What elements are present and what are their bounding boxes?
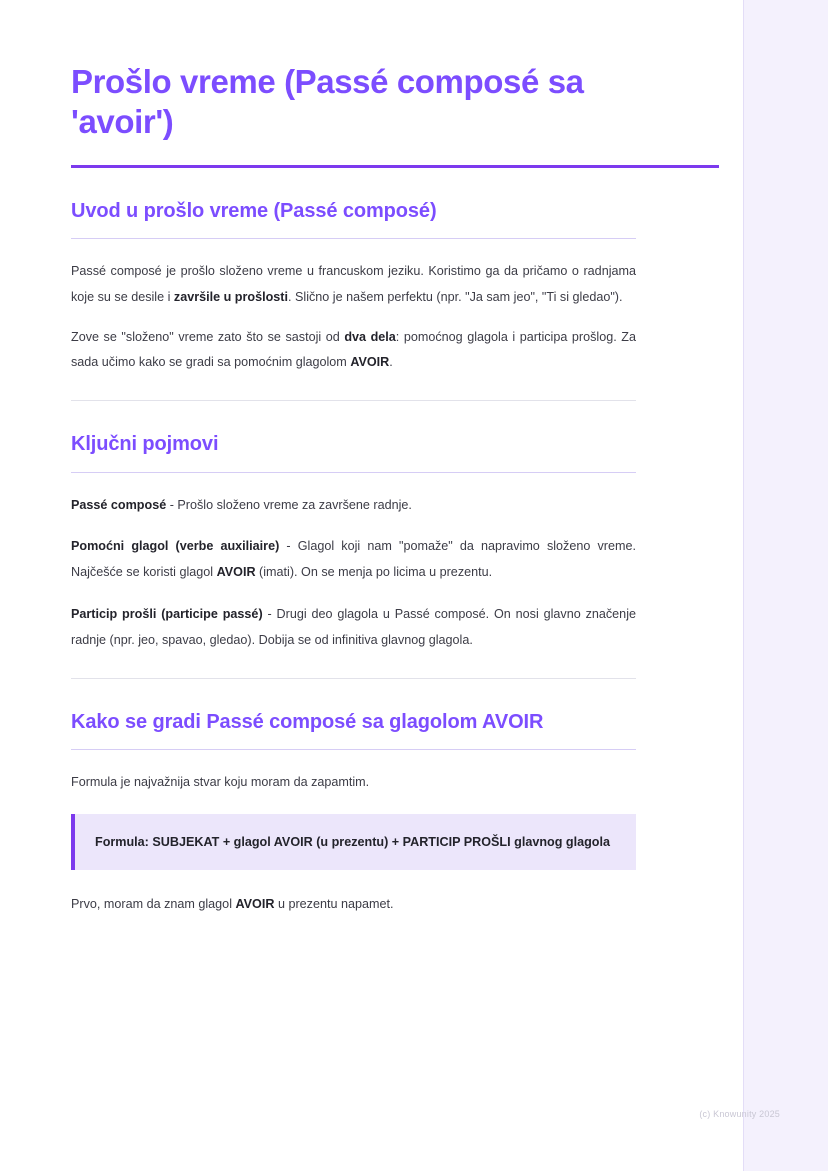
section-separator (71, 400, 636, 401)
list-item: Pomoćni glagol (verbe auxiliaire) - Glagol koji nam "pomaže" da napravimo složeno vreme. Najčešće se koristi glagol AVOIR (imati). On se menja po licima u prezentu. (71, 539, 636, 580)
section-divider-construction (71, 749, 636, 750)
section-separator (71, 678, 636, 679)
document-content (71, 62, 636, 918)
paragraph: Prvo, moram da znam glagol AVOIR u prezentu napamet. (71, 897, 394, 912)
section-divider-intro (71, 238, 636, 239)
paragraph: Zove se "složeno" vreme zato što se sastoji od dva dela: pomoćnog glagola i participa prošlog. Za sada učimo kako se gradi sa pomoćnim glagolom AVOIR. (71, 329, 636, 370)
list-item: Particip prošli (participe passé) - Drugi deo glagola u Passé composé. On nosi glavno značenje radnje (npr. jeo, spavao, gledao). Dobija se od infinitiva glavnog glagola. (71, 606, 636, 647)
list-item: Passé composé - Prošlo složeno vreme za završene radnje. (71, 497, 412, 512)
title-divider (71, 165, 719, 168)
section-heading-key-terms: Ključni pojmovi (71, 433, 219, 456)
paragraph: Passé composé je prošlo složeno vreme u francuskom jeziku. Koristimo ga da pričamo o radnjama koje su se desile i završile u prošlosti. Slično je našem perfektu (npr. "Ja sam jeo", "Ti si gledao"). (71, 263, 636, 304)
copyright-footer: (c) Knowunity 2025 (699, 1109, 780, 1119)
page-right-margin-strip (743, 0, 828, 1171)
formula-callout (71, 814, 636, 871)
formula-text: Formula: SUBJEKAT + glagol AVOIR (u prezentu) + PARTICIP PROŠLI glavnog glagola (95, 834, 610, 849)
section-divider-key-terms (71, 472, 636, 473)
section-heading-construction: Kako se gradi Passé composé sa glagolom AVOIR (71, 710, 544, 733)
paragraph: Formula je najvažnija stvar koju moram da zapamtim. (71, 774, 370, 789)
section-heading-intro: Uvod u prošlo vreme (Passé composé) (71, 199, 437, 222)
page-title: Prošlo vreme (Passé composé sa 'avoir') (71, 63, 584, 141)
